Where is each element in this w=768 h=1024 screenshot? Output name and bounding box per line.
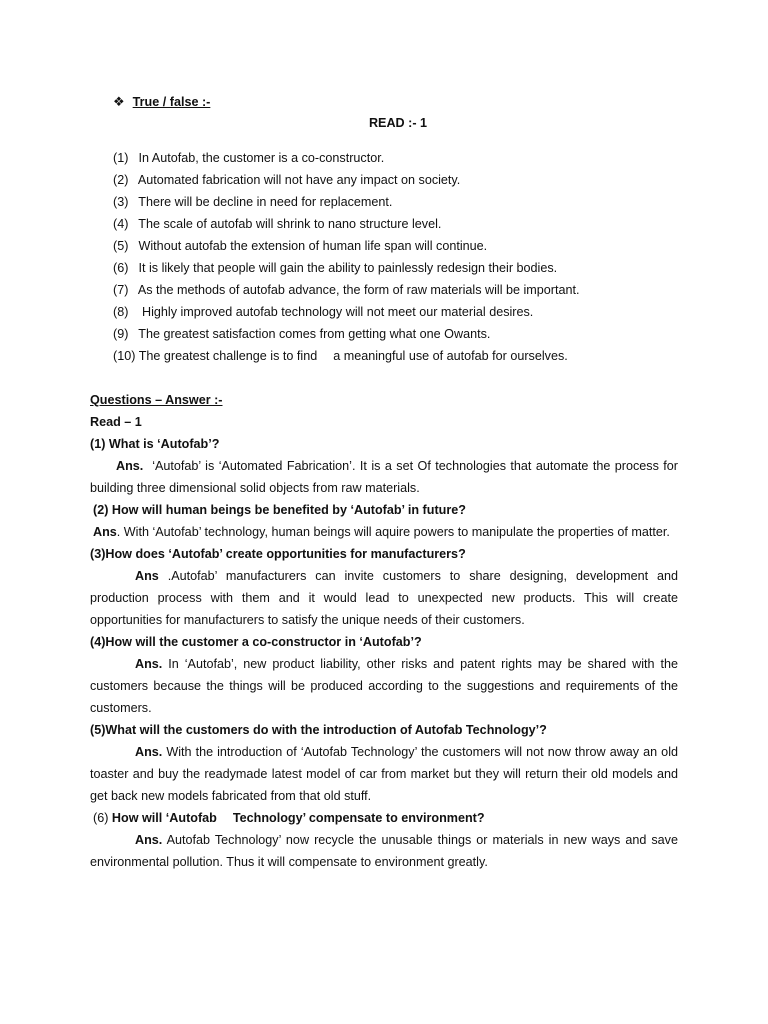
- question-6: (6) How will ‘Autofab Technology’ compensate to environment?: [93, 811, 485, 825]
- question-4: (4)How will the customer a co-constructor in ‘Autofab’?: [90, 635, 422, 649]
- question-5: (5)What will the customers do with the introduction of Autofab Technology’?: [90, 723, 547, 737]
- answer-3: Ans .Autofab’ manufacturers can invite customers to share designing, development and production process with them and it would lead to unexpected new products. This will create opportunities for manufacturers to satisfy the unique needs of their customers.: [90, 569, 678, 627]
- list-item: (4) The scale of autofab will shrink to nano structure level.: [113, 217, 442, 231]
- diamond-bullet-icon: ❖: [113, 94, 125, 109]
- question-3: (3)How does ‘Autofab’ create opportunities for manufacturers?: [90, 547, 466, 561]
- questions-answers-section: [90, 389, 678, 873]
- answer-2: Ans. With ‘Autofab’ technology, human beings will aquire powers to manipulate the properties of matter.: [93, 525, 670, 539]
- question-1: (1) What is ‘Autofab’?: [90, 437, 220, 451]
- qa-read-label: Read – 1: [90, 415, 142, 429]
- answer-6: Ans. Autofab Technology’ now recycle the unusable things or materials in new ways and save environmental pollution. Thus it will compensate to environment greatly.: [90, 833, 678, 869]
- list-item: (10) The greatest challenge is to find a meaningful use of autofab for ourselves.: [113, 349, 568, 363]
- read-1-label: READ :- 1: [368, 116, 428, 130]
- list-item: (3) There will be decline in need for replacement.: [113, 195, 393, 209]
- answer-4: Ans. In ‘Autofab’, new product liability, other risks and patent rights may be shared with the customers because the things will be produced according to the suggestions and requirements of the customers.: [90, 657, 678, 715]
- list-item: (7) As the methods of autofab advance, the form of raw materials will be important.: [113, 283, 580, 297]
- list-item: (2) Automated fabrication will not have any impact on society.: [113, 173, 461, 187]
- list-item: (1) In Autofab, the customer is a co-constructor.: [113, 151, 385, 165]
- true-false-heading: [113, 94, 210, 110]
- list-item: (8) Highly improved autofab technology will not meet our material desires.: [113, 305, 534, 319]
- list-item: (6) It is likely that people will gain the ability to painlessly redesign their bodies.: [113, 261, 558, 275]
- qa-title: Questions – Answer :-: [90, 393, 223, 407]
- answer-5: Ans. With the introduction of ‘Autofab Technology’ the customers will not now throw away an old toaster and buy the readymade latest model of car from market but they will return their old models and get back new models fabricated from that old stuff.: [90, 745, 678, 803]
- question-2: (2) How will human beings be benefited by ‘Autofab’ in future?: [93, 503, 466, 517]
- list-item: (9) The greatest satisfaction comes from getting what one Owants.: [113, 327, 491, 341]
- true-false-title: True / false :-: [132, 95, 211, 109]
- answer-1: Ans. ‘Autofab’ is ‘Automated Fabrication’. It is a set Of technologies that automate the process for building three dimensional solid objects from raw materials.: [90, 459, 679, 495]
- true-false-list: [113, 147, 693, 367]
- list-item: (5) Without autofab the extension of human life span will continue.: [113, 239, 488, 253]
